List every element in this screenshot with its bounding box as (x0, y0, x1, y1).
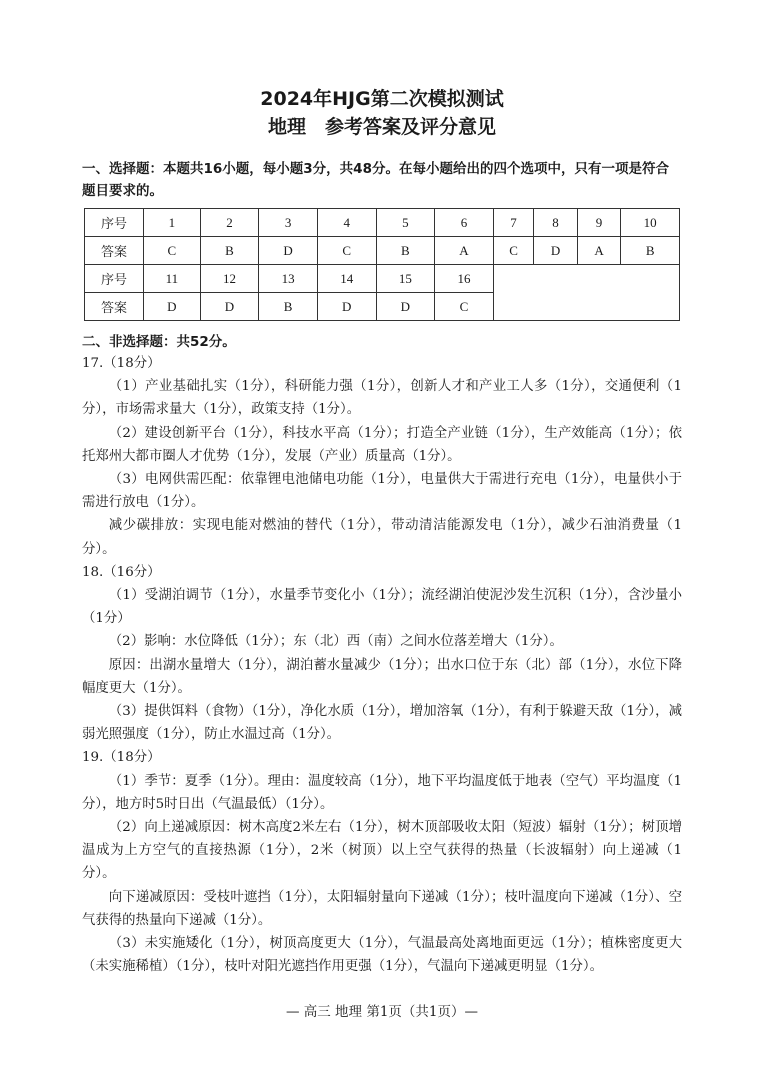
section1-heading: 一、选择题：本题共16小题，每小题3分，共48分。在每小题给出的四个选项中，只有一项是符合题目要求的。 (82, 161, 669, 199)
table-cell: A (435, 237, 494, 265)
table-cell: C (435, 293, 494, 321)
table-cell: D (200, 293, 259, 321)
table-cell: 10 (621, 209, 680, 237)
answer-paragraph: （1）受湖泊调节（1分），水量季节变化小（1分）；流经湖泊使泥沙发生沉积（1分），含沙量小（1分） (82, 588, 682, 627)
table-cell: B (259, 293, 318, 321)
table-cell: 5 (376, 209, 435, 237)
table-cell: 3 (259, 209, 318, 237)
section2-heading: 二、非选择题：共52分。 (82, 334, 236, 350)
answers-body (82, 352, 682, 978)
empty-cell (493, 265, 679, 321)
table-cell: 11 (144, 265, 201, 293)
table-cell: D (144, 293, 201, 321)
table-row-numbers-1 (85, 209, 680, 237)
table-cell: 12 (200, 265, 259, 293)
table-cell: D (259, 237, 318, 265)
row-label-number: 序号 (85, 209, 144, 237)
answer-table (84, 208, 680, 321)
table-cell: 16 (435, 265, 494, 293)
table-cell: C (317, 237, 376, 265)
table-cell: D (534, 237, 578, 265)
answer-paragraph: 减少碳排放：实现电能对燃油的替代（1分），带动清洁能源发电（1分），减少石油消费量（1分）。 (82, 518, 682, 557)
answer-paragraph: 向下递减原因：受枝叶遮挡（1分），太阳辐射量向下递减（1分）；枝叶温度向下递减（1分）、空气获得的热量向下递减（1分）。 (82, 889, 682, 928)
table-cell: B (621, 237, 680, 265)
row-label-number: 序号 (85, 265, 144, 293)
question-heading: 17.（18分） (82, 356, 161, 371)
table-cell: 7 (493, 209, 534, 237)
table-cell: 13 (259, 265, 318, 293)
table-cell: D (317, 293, 376, 321)
question-heading: 19.（18分） (82, 750, 161, 766)
table-cell: 14 (317, 265, 376, 293)
answer-paragraph: （3）电网供需匹配：依靠锂电池储电功能（1分），电量供大于需进行充电（1分），电量供小于需进行放电（1分）。 (82, 472, 682, 511)
table-cell: 2 (200, 209, 259, 237)
table-cell: B (200, 237, 259, 265)
answer-paragraph: （1）产业基础扎实（1分），科研能力强（1分），创新人才和产业工人多（1分），交通便利（1分），市场需求量大（1分），政策支持（1分）。 (82, 379, 682, 418)
table-cell: 6 (435, 209, 494, 237)
row-label-answer: 答案 (85, 237, 144, 265)
row-label-answer: 答案 (85, 293, 144, 321)
table-cell: 8 (534, 209, 578, 237)
page-footer: — 高三 地理 第1页（共1页）— (285, 1004, 479, 1020)
table-cell: B (376, 237, 435, 265)
table-row-numbers-2 (85, 265, 680, 293)
answer-paragraph: （2）影响：水位降低（1分）；东（北）西（南）之间水位落差增大（1分）。 (108, 634, 563, 650)
table-cell: 1 (144, 209, 201, 237)
table-cell: D (376, 293, 435, 321)
answer-paragraph: 原因：出湖水量增大（1分），湖泊蓄水量减少（1分）；出水口位于东（北）部（1分），水位下降幅度更大（1分）。 (82, 657, 682, 696)
answer-paragraph: （3）未实施矮化（1分），树顶高度更大（1分），气温最高处离地面更远（1分）；植株密度更大（未实施稀植）（1分），枝叶对阳光遮挡作用更强（1分），气温向下递减更明显（1分）。 (82, 936, 682, 975)
answer-paragraph: （2）向上递减原因：树木高度2米左右（1分），树木顶部吸收太阳（短波）辐射（1分）；树顶增温成为上方空气的直接热源（1分），2米（树顶）以上空气获得的热量（长波辐射）向上递减（1分）。 (82, 820, 682, 882)
exam-title: 2024年HJG第二次模拟测试 (260, 88, 504, 110)
answer-key-subtitle: 地理 参考答案及评分意见 (267, 116, 496, 138)
question-heading: 18.（16分） (82, 564, 161, 580)
table-row-answers-1 (85, 237, 680, 265)
table-cell: 4 (317, 209, 376, 237)
answer-paragraph: （1）季节：夏季（1分）。理由：温度较高（1分），地下平均温度低于地表（空气）平均温度（1分），地方时5时日出（气温最低）（1分）。 (82, 773, 682, 812)
table-cell: C (493, 237, 534, 265)
table-cell: A (577, 237, 621, 265)
answer-paragraph: （2）建设创新平台（1分），科技水平高（1分）；打造全产业链（1分），生产效能高（1分）；依托郑州大都市圈人才优势（1分），发展（产业）质量高（1分）。 (82, 425, 682, 464)
answer-paragraph: （3）提供饵料（食物）（1分），净化水质（1分），增加溶氧（1分），有利于躲避天敌（1分），减弱光照强度（1分），防止水温过高（1分）。 (82, 704, 682, 743)
table-cell: 9 (577, 209, 621, 237)
table-cell: C (144, 237, 201, 265)
table-cell: 15 (376, 265, 435, 293)
